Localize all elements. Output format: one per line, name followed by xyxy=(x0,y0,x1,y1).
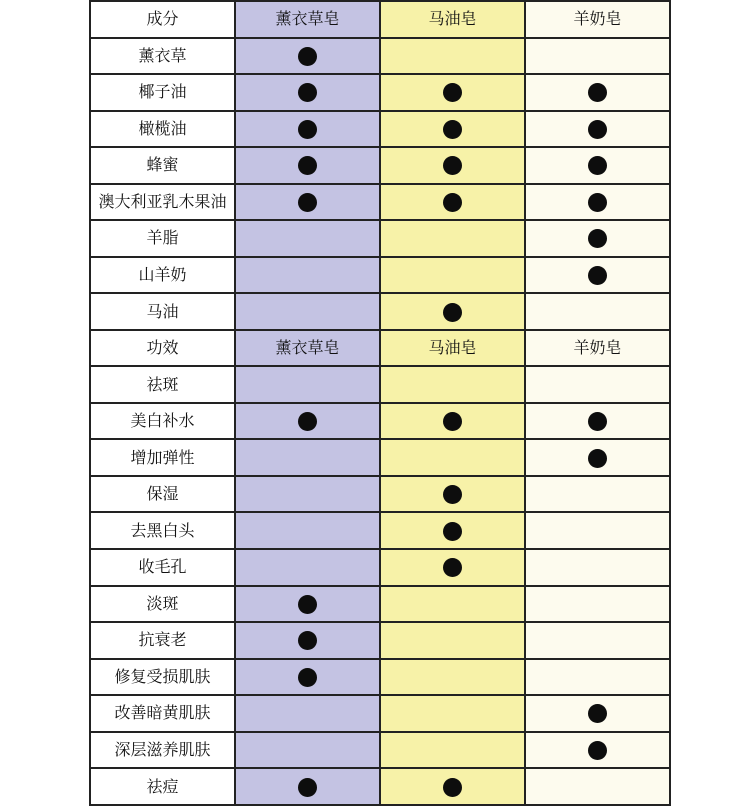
mark-cell xyxy=(235,695,380,732)
bullet-dot-icon xyxy=(298,120,317,139)
mark-cell xyxy=(235,366,380,403)
mark-cell xyxy=(380,220,525,257)
row-label: 澳大利亚乳木果油 xyxy=(90,184,235,221)
mark-cell xyxy=(235,74,380,111)
mark-cell xyxy=(380,257,525,294)
row-label: 去黑白头 xyxy=(90,512,235,549)
table-row xyxy=(90,220,670,257)
mark-cell xyxy=(525,38,670,75)
mark-cell xyxy=(235,293,380,330)
row-label: 山羊奶 xyxy=(90,257,235,294)
row-label: 祛痘 xyxy=(90,768,235,805)
bullet-dot-icon xyxy=(298,83,317,102)
mark-cell xyxy=(380,512,525,549)
mark-cell xyxy=(525,512,670,549)
mark-cell xyxy=(380,74,525,111)
product-header: 马油皂 xyxy=(380,1,525,38)
table-row xyxy=(90,622,670,659)
bullet-dot-icon xyxy=(298,193,317,212)
bullet-dot-icon xyxy=(443,778,462,797)
row-label: 蜂蜜 xyxy=(90,147,235,184)
table-row xyxy=(90,257,670,294)
bullet-dot-icon xyxy=(298,668,317,687)
bullet-dot-icon xyxy=(298,595,317,614)
bullet-dot-icon xyxy=(443,412,462,431)
table-row xyxy=(90,695,670,732)
mark-cell xyxy=(380,549,525,586)
mark-cell xyxy=(525,184,670,221)
row-label: 淡斑 xyxy=(90,586,235,623)
row-label: 保湿 xyxy=(90,476,235,513)
bullet-dot-icon xyxy=(443,120,462,139)
row-label: 修复受损肌肤 xyxy=(90,659,235,696)
mark-cell xyxy=(525,293,670,330)
bullet-dot-icon xyxy=(443,522,462,541)
mark-cell xyxy=(235,111,380,148)
product-header: 马油皂 xyxy=(380,330,525,367)
mark-cell xyxy=(525,74,670,111)
section-header-row xyxy=(90,330,670,367)
mark-cell xyxy=(525,549,670,586)
mark-cell xyxy=(380,768,525,805)
product-header: 薰衣草皂 xyxy=(235,330,380,367)
product-header: 羊奶皂 xyxy=(525,330,670,367)
mark-cell xyxy=(380,366,525,403)
row-label: 收毛孔 xyxy=(90,549,235,586)
mark-cell xyxy=(380,732,525,769)
table-row xyxy=(90,732,670,769)
bullet-dot-icon xyxy=(443,485,462,504)
mark-cell xyxy=(525,220,670,257)
row-label: 增加弹性 xyxy=(90,439,235,476)
table-row xyxy=(90,768,670,805)
mark-cell xyxy=(380,293,525,330)
bullet-dot-icon xyxy=(588,741,607,760)
bullet-dot-icon xyxy=(443,193,462,212)
mark-cell xyxy=(380,38,525,75)
mark-cell xyxy=(235,659,380,696)
table-row xyxy=(90,38,670,75)
mark-cell xyxy=(380,111,525,148)
mark-cell xyxy=(525,695,670,732)
table-row xyxy=(90,293,670,330)
row-label: 改善暗黄肌肤 xyxy=(90,695,235,732)
mark-cell xyxy=(525,768,670,805)
bullet-dot-icon xyxy=(588,193,607,212)
table-row xyxy=(90,512,670,549)
mark-cell xyxy=(525,659,670,696)
mark-cell xyxy=(525,257,670,294)
table-row xyxy=(90,439,670,476)
row-label: 橄榄油 xyxy=(90,111,235,148)
bullet-dot-icon xyxy=(298,47,317,66)
mark-cell xyxy=(380,586,525,623)
mark-cell xyxy=(235,257,380,294)
bullet-dot-icon xyxy=(298,156,317,175)
section-header-row xyxy=(90,1,670,38)
mark-cell xyxy=(380,695,525,732)
mark-cell xyxy=(235,403,380,440)
mark-cell xyxy=(235,768,380,805)
table-row xyxy=(90,549,670,586)
mark-cell xyxy=(525,439,670,476)
mark-cell xyxy=(380,403,525,440)
bullet-dot-icon xyxy=(443,558,462,577)
row-label: 马油 xyxy=(90,293,235,330)
mark-cell xyxy=(235,38,380,75)
product-header: 薰衣草皂 xyxy=(235,1,380,38)
table-row xyxy=(90,586,670,623)
bullet-dot-icon xyxy=(588,156,607,175)
bullet-dot-icon xyxy=(588,266,607,285)
mark-cell xyxy=(235,147,380,184)
bullet-dot-icon xyxy=(443,156,462,175)
table-row xyxy=(90,147,670,184)
row-label: 深层滋养肌肤 xyxy=(90,732,235,769)
mark-cell xyxy=(235,439,380,476)
mark-cell xyxy=(235,184,380,221)
row-label: 羊脂 xyxy=(90,220,235,257)
mark-cell xyxy=(235,476,380,513)
mark-cell xyxy=(235,549,380,586)
table-row xyxy=(90,659,670,696)
mark-cell xyxy=(235,732,380,769)
bullet-dot-icon xyxy=(588,229,607,248)
mark-cell xyxy=(525,403,670,440)
table-row xyxy=(90,74,670,111)
table-row xyxy=(90,403,670,440)
row-label: 祛斑 xyxy=(90,366,235,403)
mark-cell xyxy=(235,622,380,659)
mark-cell xyxy=(235,220,380,257)
table-row xyxy=(90,366,670,403)
mark-cell xyxy=(235,586,380,623)
mark-cell xyxy=(380,184,525,221)
section-title: 功效 xyxy=(90,330,235,367)
table-row xyxy=(90,476,670,513)
mark-cell xyxy=(235,512,380,549)
row-label: 薰衣草 xyxy=(90,38,235,75)
bullet-dot-icon xyxy=(588,120,607,139)
mark-cell xyxy=(525,732,670,769)
section-title: 成分 xyxy=(90,1,235,38)
mark-cell xyxy=(380,476,525,513)
bullet-dot-icon xyxy=(443,83,462,102)
bullet-dot-icon xyxy=(588,704,607,723)
soap-comparison-table xyxy=(89,0,671,806)
bullet-dot-icon xyxy=(298,412,317,431)
mark-cell xyxy=(525,111,670,148)
bullet-dot-icon xyxy=(588,83,607,102)
mark-cell xyxy=(525,147,670,184)
bullet-dot-icon xyxy=(588,412,607,431)
row-label: 美白补水 xyxy=(90,403,235,440)
bullet-dot-icon xyxy=(443,303,462,322)
mark-cell xyxy=(380,622,525,659)
row-label: 椰子油 xyxy=(90,74,235,111)
mark-cell xyxy=(380,147,525,184)
product-header: 羊奶皂 xyxy=(525,1,670,38)
bullet-dot-icon xyxy=(298,778,317,797)
mark-cell xyxy=(525,586,670,623)
mark-cell xyxy=(525,622,670,659)
bullet-dot-icon xyxy=(588,449,607,468)
bullet-dot-icon xyxy=(298,631,317,650)
mark-cell xyxy=(525,366,670,403)
table-row xyxy=(90,111,670,148)
row-label: 抗衰老 xyxy=(90,622,235,659)
mark-cell xyxy=(380,659,525,696)
mark-cell xyxy=(525,476,670,513)
mark-cell xyxy=(380,439,525,476)
table-row xyxy=(90,184,670,221)
